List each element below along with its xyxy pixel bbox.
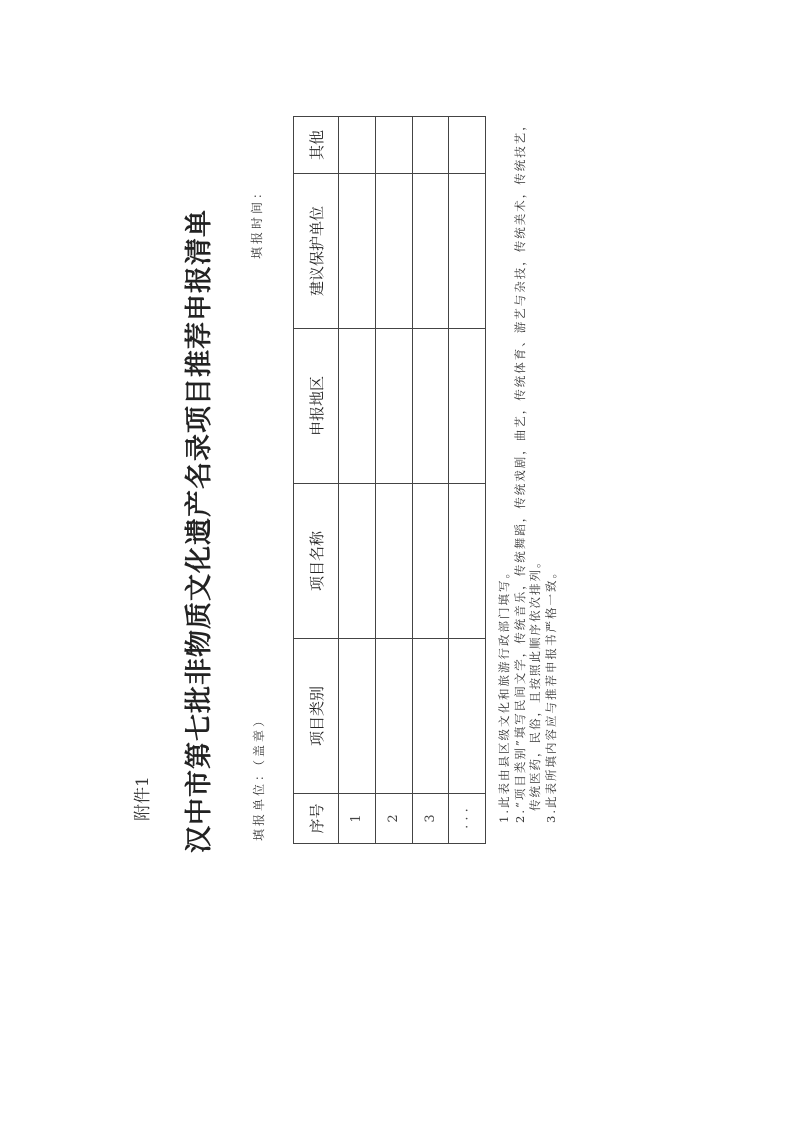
header-project-name: 项目名称: [294, 484, 339, 639]
note-line: 1.此表由县区级文化和旅游行政部门填写。: [497, 565, 511, 823]
table-header-row: [294, 117, 339, 844]
row-index: 2: [375, 794, 412, 844]
header-category: 项目类别: [294, 639, 339, 794]
table-cell[interactable]: [339, 329, 376, 484]
table-cell[interactable]: [339, 484, 376, 639]
table-cell[interactable]: [412, 639, 449, 794]
row-index: 3: [412, 794, 449, 844]
table-row: [449, 117, 486, 844]
attachment-label: 附件1: [133, 776, 153, 821]
fill-unit-label: 填报单位：（盖章）: [252, 711, 266, 841]
declaration-table: [293, 116, 486, 844]
table-cell[interactable]: [339, 639, 376, 794]
table-cell[interactable]: [449, 639, 486, 794]
table-cell[interactable]: [449, 174, 486, 329]
table-cell[interactable]: [339, 117, 376, 174]
table-row: [412, 117, 449, 844]
table-row: [375, 117, 412, 844]
table-cell[interactable]: [412, 117, 449, 174]
document-title: 汉中市第七批非物质文化遗产名录项目推荐申报清单: [184, 209, 215, 853]
table-cell[interactable]: [412, 329, 449, 484]
table-cell[interactable]: [412, 174, 449, 329]
header-region: 申报地区: [294, 329, 339, 484]
note-line: 传统医药，民俗，且按照此顺序依次排列。: [528, 554, 542, 811]
table-cell[interactable]: [375, 117, 412, 174]
table-cell[interactable]: [375, 639, 412, 794]
fill-time-label: 填报时间：: [250, 183, 264, 259]
table-cell[interactable]: [375, 484, 412, 639]
note-line: 3.此表所填内容应与推荐申报书严格一致。: [543, 565, 558, 823]
header-protection-unit: 建议保护单位: [294, 174, 339, 329]
table-cell[interactable]: [449, 117, 486, 174]
notes-block: [497, 117, 559, 823]
header-index: 序号: [294, 794, 339, 844]
table-cell[interactable]: [449, 329, 486, 484]
row-index: · · ·: [449, 794, 486, 844]
table-row: [339, 117, 376, 844]
row-index: 1: [339, 794, 376, 844]
table-cell[interactable]: [449, 484, 486, 639]
header-other: 其他: [294, 117, 339, 174]
table-cell[interactable]: [339, 174, 376, 329]
table-cell[interactable]: [375, 329, 412, 484]
note-line: 2.“项目类别”填写民间文学，传统音乐，传统舞蹈，传统戏剧，曲艺，传统体育、游艺与杂技，传统美术，传统技艺，: [512, 117, 527, 823]
table-cell[interactable]: [412, 484, 449, 639]
table-cell[interactable]: [375, 174, 412, 329]
